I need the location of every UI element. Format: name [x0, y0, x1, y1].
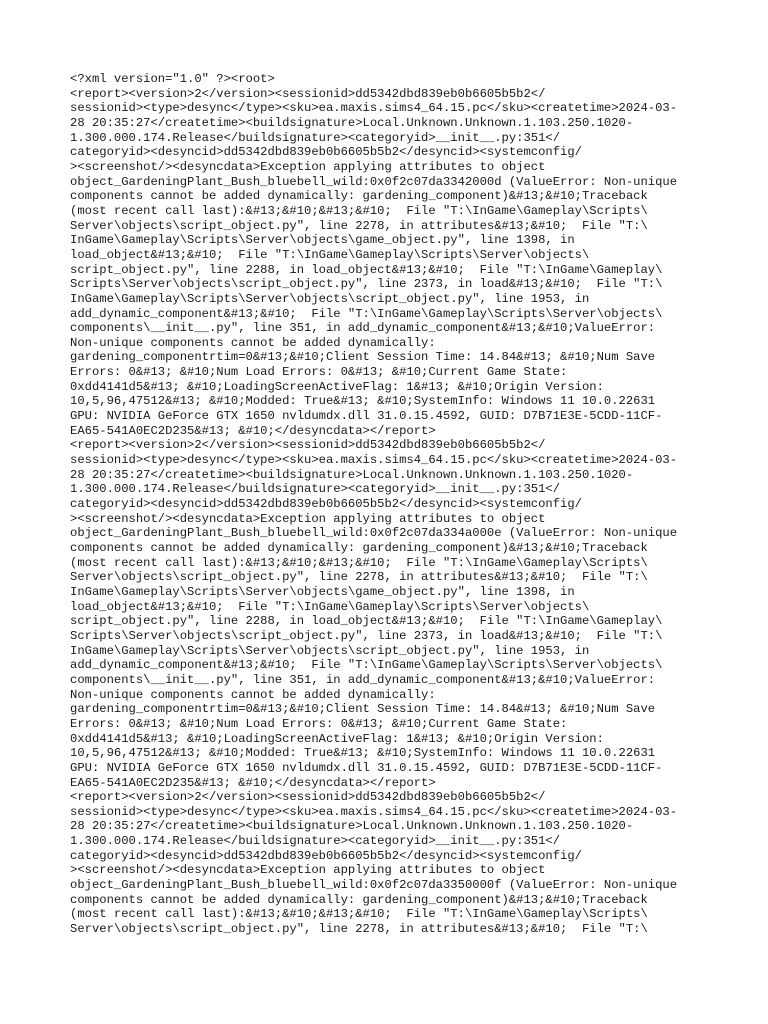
document-line: ><screenshot/><desyncdata>Exception applying attributes to object — [70, 863, 546, 878]
document-line: GPU: NVIDIA GeForce GTX 1650 nvldumdx.dll 31.0.15.4592, GUID: D7B71E3E-5CDD-11CF- — [70, 760, 663, 775]
document-line: add_dynamic_component&#13;&#10; File "T:\InGame\Gameplay\Scripts\Server\objects\ — [70, 306, 663, 321]
document-line: 1.300.000.174.Release</buildsignature><categoryid>__init__.py:351</ — [70, 130, 561, 145]
document-line: <report><version>2</version><sessionid>dd5342dbd839eb0b6605b5b2</ — [70, 86, 546, 101]
document-line: (most recent call last):&#13;&#10;&#13;&#10; File "T:\InGame\Gameplay\Scripts\ — [70, 203, 648, 218]
document-line: Server\objects\script_object.py", line 2278, in attributes&#13;&#10; File "T:\ — [70, 570, 648, 585]
document-line: InGame\Gameplay\Scripts\Server\objects\game_object.py", line 1398, in — [70, 584, 575, 599]
document-line: 28 20:35:27</createtime><buildsignature>Local.Unknown.Unknown.1.103.250.1020- — [70, 467, 634, 482]
document-line: components cannot be added dynamically: gardening_component)&#13;&#10;Traceback — [70, 892, 648, 907]
document-line: script_object.py", line 2288, in load_object&#13;&#10; File "T:\InGame\Gameplay\ — [70, 262, 663, 277]
document-line: ><screenshot/><desyncdata>Exception applying attributes to object — [70, 511, 546, 526]
document-line: 0xdd4141d5&#13; &#10;LoadingScreenActiveFlag: 1&#13; &#10;Origin Version: — [70, 379, 604, 394]
document-line: <report><version>2</version><sessionid>dd5342dbd839eb0b6605b5b2</ — [70, 790, 546, 805]
document-line: (most recent call last):&#13;&#10;&#13;&#10; File "T:\InGame\Gameplay\Scripts\ — [70, 907, 648, 922]
document-line: 0xdd4141d5&#13; &#10;LoadingScreenActiveFlag: 1&#13; &#10;Origin Version: — [70, 731, 604, 746]
document-line: GPU: NVIDIA GeForce GTX 1650 nvldumdx.dll 31.0.15.4592, GUID: D7B71E3E-5CDD-11CF- — [70, 409, 663, 424]
document-line: components cannot be added dynamically: gardening_component)&#13;&#10;Traceback — [70, 541, 648, 555]
document-line: 10,5,96,47512&#13; &#10;Modded: True&#13; &#10;SystemInfo: Windows 11 10.0.22631 — [70, 746, 656, 761]
document-line: 1.300.000.174.Release</buildsignature><categoryid>__init__.py:351</ — [70, 834, 561, 849]
document-line: Scripts\Server\objects\script_object.py", line 2373, in load&#13;&#10; File "T:\ — [70, 628, 663, 643]
document-line: 10,5,96,47512&#13; &#10;Modded: True&#13; &#10;SystemInfo: Windows 11 10.0.22631 — [70, 394, 656, 409]
document-line: EA65-541A0EC2D235&#13; &#10;</desyncdata></report> — [70, 423, 436, 438]
document-line: Errors: 0&#13; &#10;Num Load Errors: 0&#13; &#10;Current Game State: — [70, 716, 568, 731]
document-line: Server\objects\script_object.py", line 2278, in attributes&#13;&#10; File "T:\ — [70, 218, 648, 233]
document-line: load_object&#13;&#10; File "T:\InGame\Gameplay\Scripts\Server\objects\ — [70, 247, 590, 262]
document-line: InGame\Gameplay\Scripts\Server\objects\script_object.py", line 1953, in — [70, 291, 590, 306]
document-line: components cannot be added dynamically: gardening_component)&#13;&#10;Traceback — [70, 189, 648, 204]
document-line: load_object&#13;&#10; File "T:\InGame\Gameplay\Scripts\Server\objects\ — [70, 599, 590, 614]
document-line: sessionid><type>desync</type><sku>ea.maxis.sims4_64.15.pc</sku><createtime>2024-03- — [70, 453, 678, 468]
document-line: components\__init__.py", line 351, in add_dynamic_component&#13;&#10;ValueError: — [70, 321, 656, 336]
document-line: script_object.py", line 2288, in load_object&#13;&#10; File "T:\InGame\Gameplay\ — [70, 614, 663, 629]
document-line: Non-unique components cannot be added dynamically: — [70, 335, 436, 350]
xml-log-text — [70, 72, 710, 937]
document-line: object_GardeningPlant_Bush_bluebell_wild:0x0f2c07da3350000f (ValueError: Non-unique — [70, 878, 678, 893]
document-line: gardening_componentrtim=0&#13;&#10;Client Session Time: 14.84&#13; &#10;Num Save — [70, 350, 656, 365]
document-line: <?xml version="1.0" ?><root> — [70, 72, 275, 86]
document-line: categoryid><desyncid>dd5342dbd839eb0b6605b5b2</desyncid><systemconfig/ — [70, 848, 582, 863]
document-line: add_dynamic_component&#13;&#10; File "T:\InGame\Gameplay\Scripts\Server\objects\ — [70, 658, 663, 673]
document-line: (most recent call last):&#13;&#10;&#13;&#10; File "T:\InGame\Gameplay\Scripts\ — [70, 555, 648, 570]
document-line: 28 20:35:27</createtime><buildsignature>Local.Unknown.Unknown.1.103.250.1020- — [70, 819, 634, 834]
document-line: 1.300.000.174.Release</buildsignature><categoryid>__init__.py:351</ — [70, 482, 561, 497]
document-line: InGame\Gameplay\Scripts\Server\objects\script_object.py", line 1953, in — [70, 643, 590, 658]
document-line: EA65-541A0EC2D235&#13; &#10;</desyncdata></report> — [70, 775, 436, 790]
document-line: gardening_componentrtim=0&#13;&#10;Client Session Time: 14.84&#13; &#10;Num Save — [70, 702, 656, 717]
document-line: InGame\Gameplay\Scripts\Server\objects\game_object.py", line 1398, in — [70, 233, 575, 248]
document-line: Scripts\Server\objects\script_object.py", line 2373, in load&#13;&#10; File "T:\ — [70, 277, 663, 292]
document-line: categoryid><desyncid>dd5342dbd839eb0b6605b5b2</desyncid><systemconfig/ — [70, 145, 582, 160]
document-line: Errors: 0&#13; &#10;Num Load Errors: 0&#13; &#10;Current Game State: — [70, 365, 568, 380]
document-line: Server\objects\script_object.py", line 2278, in attributes&#13;&#10; File "T:\ — [70, 922, 648, 937]
document-line: object_GardeningPlant_Bush_bluebell_wild:0x0f2c07da3342000d (ValueError: Non-unique — [70, 174, 678, 189]
document-line: categoryid><desyncid>dd5342dbd839eb0b6605b5b2</desyncid><systemconfig/ — [70, 497, 582, 512]
document-line: components\__init__.py", line 351, in add_dynamic_component&#13;&#10;ValueError: — [70, 672, 656, 687]
document-line: object_GardeningPlant_Bush_bluebell_wild:0x0f2c07da334a000e (ValueError: Non-unique — [70, 526, 678, 541]
document-line: ><screenshot/><desyncdata>Exception applying attributes to object — [70, 159, 546, 174]
document-line: sessionid><type>desync</type><sku>ea.maxis.sims4_64.15.pc</sku><createtime>2024-03- — [70, 804, 678, 819]
document-line: <report><version>2</version><sessionid>dd5342dbd839eb0b6605b5b2</ — [70, 438, 546, 453]
document-line: sessionid><type>desync</type><sku>ea.maxis.sims4_64.15.pc</sku><createtime>2024-03- — [70, 101, 678, 116]
document-line: 28 20:35:27</createtime><buildsignature>Local.Unknown.Unknown.1.103.250.1020- — [70, 115, 634, 130]
document-line: Non-unique components cannot be added dynamically: — [70, 687, 436, 702]
